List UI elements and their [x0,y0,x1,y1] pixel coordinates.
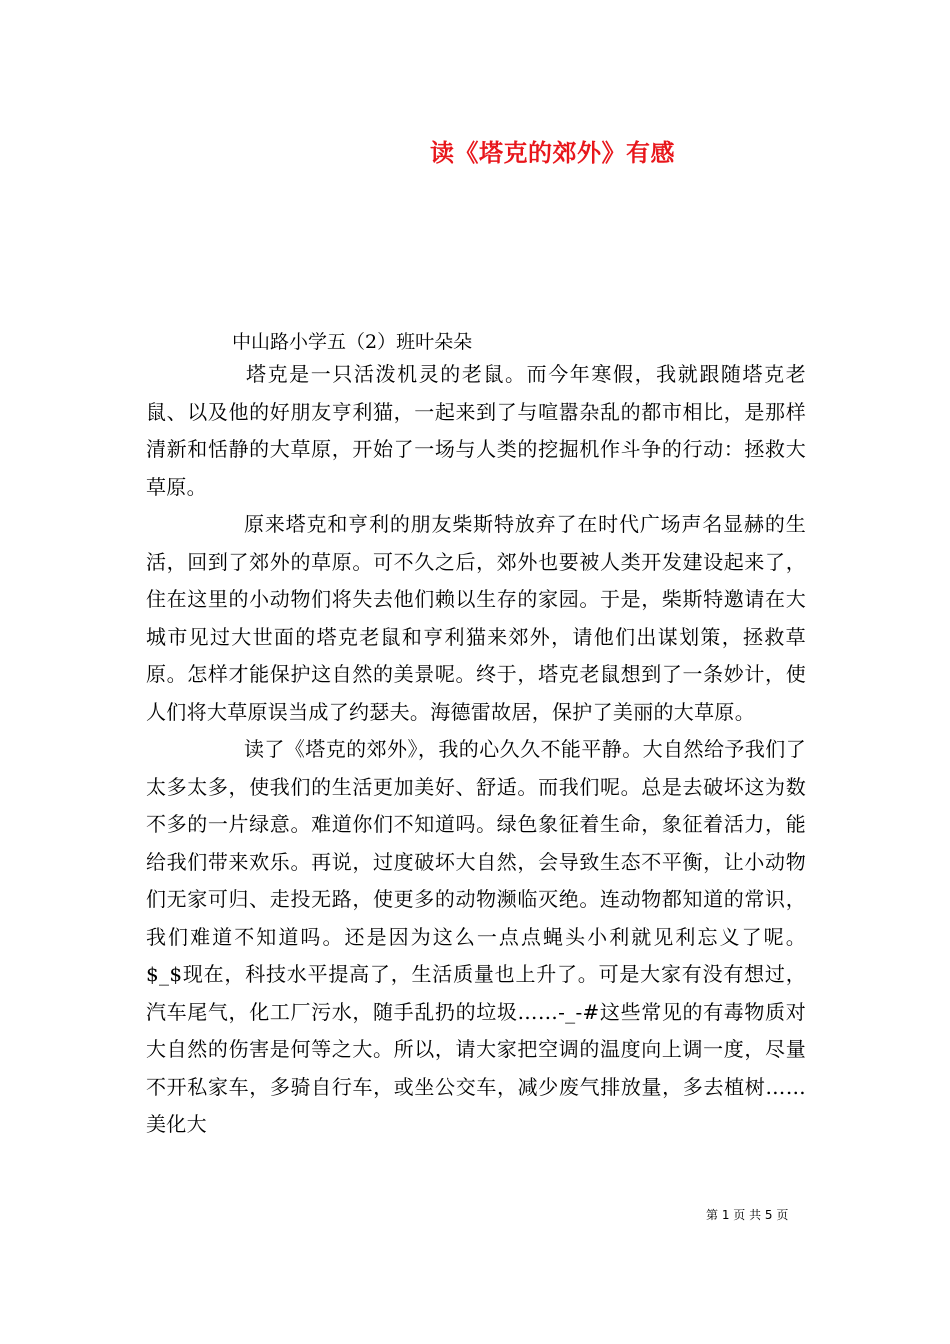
page-footer: 第 1 页 共 5 页 [706,1208,789,1222]
paragraph-2: 原来塔克和亨利的朋友柴斯特放弃了在时代广场声名显赫的生活，回到了郊外的草原。可不久之后，郊外也要被人类开发建设起来了，住在这里的小动物们将失去他们赖以生存的家园。于是，柴斯特邀请在大城市见过大世面的塔克老鼠和亨利猫来郊外，请他们出谋划策，拯救草原。怎样才能保护这自然的美景呢。终于，塔克老鼠想到了一条妙计，使人们将大草原误当成了约瑟夫。海德雷故居，保护了美丽的大草原。 [146,512,806,724]
author-line: 中山路小学五（2）班叶朵朵 [232,331,473,353]
paragraph-3: 读了《塔克的郊外》，我的心久久不能平静。大自然给予我们了太多太多，使我们的生活更加美好、舒适。而我们呢。总是去破坏这为数不多的一片绿意。难道你们不知道吗。绿色象征着生命，象征着活力，能给我们带来欢乐。再说，过度破坏大自然，会导致生态不平衡，让小动物们无家可归、走投无路，使更多的动物濒临灭绝。连动物都知道的常识，我们难道不知道吗。还是因为这么一点点蝇头小利就见利忘义了呢。$_$现在，科技水平提高了，生活质量也上升了。可是大家有没有想过，汽车尾气，化工厂污水，随手乱扔的垃圾……-_-#这些常见的有毒物质对大自然的伤害是何等之大。所以，请大家把空调的温度向上调一度，尽量不开私家车，多骑自行车，或坐公交车，减少废气排放量，多去植树……美化大 [146,737,806,1136]
document-body [146,356,806,1144]
paragraph-1: 塔克是一只活泼机灵的老鼠。而今年寒假，我就跟随塔克老鼠、以及他的好朋友亨利猫，一起来到了与喧嚣杂乱的都市相比，是那样清新和恬静的大草原，开始了一场与人类的挖掘机作斗争的行动：拯救大草原。 [146,362,806,499]
document-title: 读《塔克的郊外》有感 [430,138,675,167]
